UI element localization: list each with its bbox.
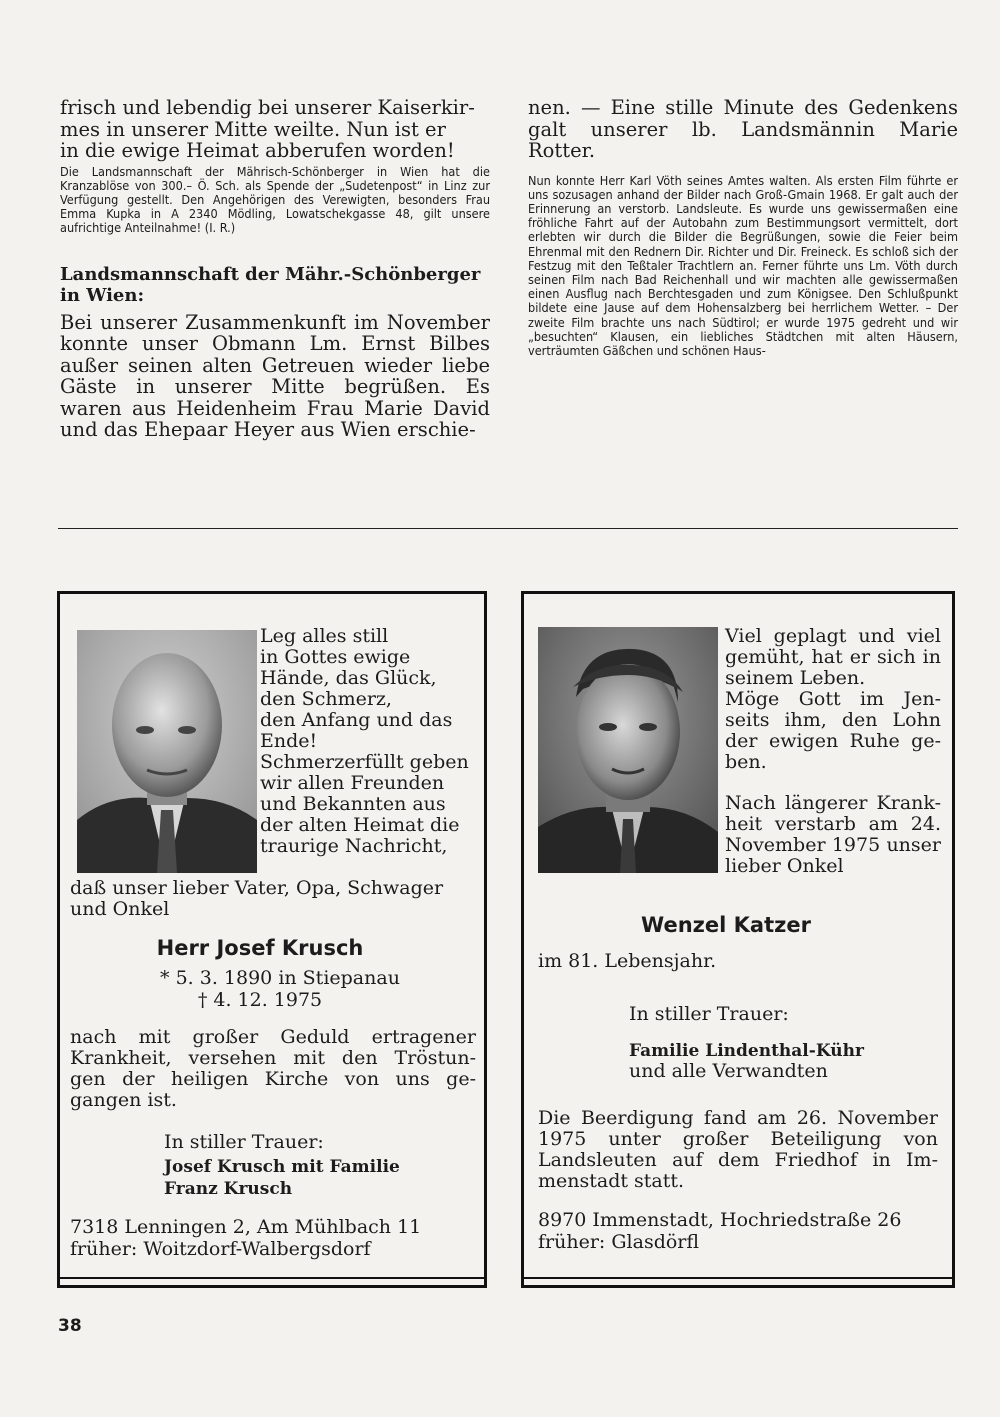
right-column (528, 97, 958, 358)
birth-date: * 5. 3. 1890 in Stiepanau (160, 967, 400, 989)
divider (58, 528, 958, 529)
poem-line: den Schmerz, (260, 688, 392, 710)
portrait-photo (538, 627, 718, 873)
poem (725, 626, 941, 877)
announcement-line: und Onkel (70, 898, 170, 920)
deceased-name: Herr Josef Krusch (156, 936, 364, 960)
poem-line: Hände, das Glück, (260, 667, 437, 689)
announcement-line: wir allen Freunden (260, 772, 445, 794)
funeral-text (538, 1108, 938, 1192)
poem-line: Viel geplagt und viel (725, 625, 941, 647)
death-date: † 4. 12. 1975 (197, 989, 323, 1011)
section-heading-line-1: Landsmannschaft der Mähr.-Schönberger (60, 263, 481, 285)
right-intro: nen. — Eine stille Minute des Gedenkens galt unserer lb. Landsmännin Marie Rotter. (528, 96, 958, 162)
text-line: gen der heiligen Kirche von uns ge- (70, 1068, 476, 1090)
mourner-family-1: Josef Krusch mit Familie (164, 1157, 400, 1177)
address-line-1: 8970 Immenstadt, Hochriedstraße 26 (538, 1209, 902, 1231)
section-heading-line-2: in Wien: (60, 284, 145, 306)
obituary-josef-krusch (57, 591, 487, 1288)
death-line: heit verstarb am 24. (725, 813, 941, 835)
address-line-2: früher: Glasdörfl (538, 1231, 700, 1253)
age-line: im 81. Lebensjahr. (538, 950, 717, 972)
poem-line: ben. (725, 751, 767, 773)
address-line-2: früher: Woitzdorf-Walbergsdorf (70, 1238, 371, 1260)
poem-line: seinem Leben. (725, 667, 866, 689)
poem-line: in Gottes ewige (260, 646, 411, 668)
text-line: gangen ist. (70, 1089, 177, 1111)
portrait-photo (77, 630, 257, 873)
announcement-continuation (70, 878, 475, 920)
death-line: November 1975 unser (725, 834, 941, 856)
mourning-label: In stiller Trauer: (629, 1003, 789, 1025)
poem-line: Möge Gott im Jen- (725, 688, 941, 710)
announcement-line: und Bekannten aus (260, 793, 446, 815)
announcement-line: daß unser lieber Vater, Opa, Schwager (70, 877, 444, 899)
announcement-line: der alten Heimat die (260, 814, 460, 836)
box-bottom-rule (60, 1277, 484, 1279)
address-line-1: 7318 Lenningen 2, Am Mühlbach 11 (70, 1216, 422, 1238)
left-column (60, 97, 490, 441)
mourner-family-2: Franz Krusch (164, 1179, 293, 1199)
poem-line: Leg alles still (260, 625, 389, 647)
death-line: lieber Onkel (725, 855, 844, 877)
death-text (70, 1027, 476, 1111)
wreath-notice: Die Landsmannschaft der Mährisch-Schönberger in Wien hat die Kranzablöse von 300.– Ö. Sch. als Spende der „Sudetenpost“ in Linz zur Verfügung gestellt. Den Angehörigen des Verewigten, besonders Frau Emma Kupka in A 2340 Mödling, Lowatschekgasse 48, gilt unsere aufrichtige Anteilnahme! (I. R.) (60, 163, 490, 236)
mourner-relatives: und alle Verwandten (629, 1060, 828, 1082)
text-line: Krankheit, versehen mit den Tröstun- (70, 1047, 476, 1069)
poem-line: der ewigen Ruhe ge- (725, 730, 941, 752)
box-bottom-rule (524, 1277, 952, 1279)
poem-line: Ende! (260, 730, 318, 752)
intro-line-2: mes in unserer Mitte weilte. Nun ist er (60, 117, 446, 141)
obituary-wenzel-katzer (521, 591, 955, 1288)
mourning-label: In stiller Trauer: (164, 1131, 324, 1153)
death-line: Nach längerer Krank- (725, 792, 941, 814)
text-line: nach mit großer Geduld ertragener (70, 1026, 476, 1048)
poem-line: gemüht, hat er sich in (725, 646, 941, 668)
poem-line: den Anfang und das (260, 709, 453, 731)
right-body: Nun konnte Herr Karl Vöth seines Amtes walten. Als ersten Film führte er uns sozusagen anhand der Bilder nach Groß-Gmain 1968. Er galt auch der Erinnerung an verstorb. Landsleute. Es wurde uns gewissermaßen eine fröhliche Fahrt auf der Autobahn zum Bestimmungsort vermittelt, dort erlebten wir durch die Bilder die Begrüßungen, sowie die Feier beim Ehrenmal mit den Rednern Dir. Richter und Dir. Freineck. Es schloß sich der Festzug mit den Teßtaler Trachtlern an. Ferner führte uns Lm. Vöth durch seinen Film nach Bad Reichenhall und wir machten alle gewissermaßen einen Ausflug nach Berchtesgaden und zum Königsee. Den Schlußpunkt bildete eine Jause auf dem Hohensalzberg bei herrlichem Wetter. – Der zweite Film brachte uns nach Südtirol; er wurde 1975 gedreht und wir „besuchten“ Klausen, ein liebliches Städtchen mit alten Häusern, verträumten Gäßchen und schönen Haus- (528, 172, 958, 358)
intro-line-1: frisch und lebendig bei unserer Kaiserkir- (60, 96, 475, 119)
section-body: Bei unserer Zusammenkunft im November konnte unser Obmann Lm. Ernst Bilbes außer seinen alten Getreuen wieder liebe Gäste in unserer Mitte begrüßen. Es waren aus Heidenheim Frau Marie David und das Ehepaar Heyer aus Wien erschie- (60, 310, 490, 442)
funeral-line: Landsleuten auf dem Friedhof in Im- (538, 1149, 938, 1171)
page-number: 38 (58, 1316, 82, 1336)
mourner-family: Familie Lindenthal-Kühr (629, 1041, 864, 1061)
funeral-line: Die Beerdigung fand am 26. November (538, 1107, 938, 1129)
announcement-line: Schmerzerfüllt geben (260, 751, 469, 773)
funeral-line: 1975 unter großer Beteiligung von (538, 1128, 938, 1150)
poem (260, 626, 477, 857)
intro-line-3: in die ewige Heimat abberufen worden! (60, 139, 455, 162)
announcement-line: traurige Nachricht, (260, 835, 448, 857)
deceased-name: Wenzel Katzer (641, 913, 811, 937)
poem-line: seits ihm, den Lohn (725, 709, 941, 731)
funeral-line: menstadt statt. (538, 1170, 685, 1192)
